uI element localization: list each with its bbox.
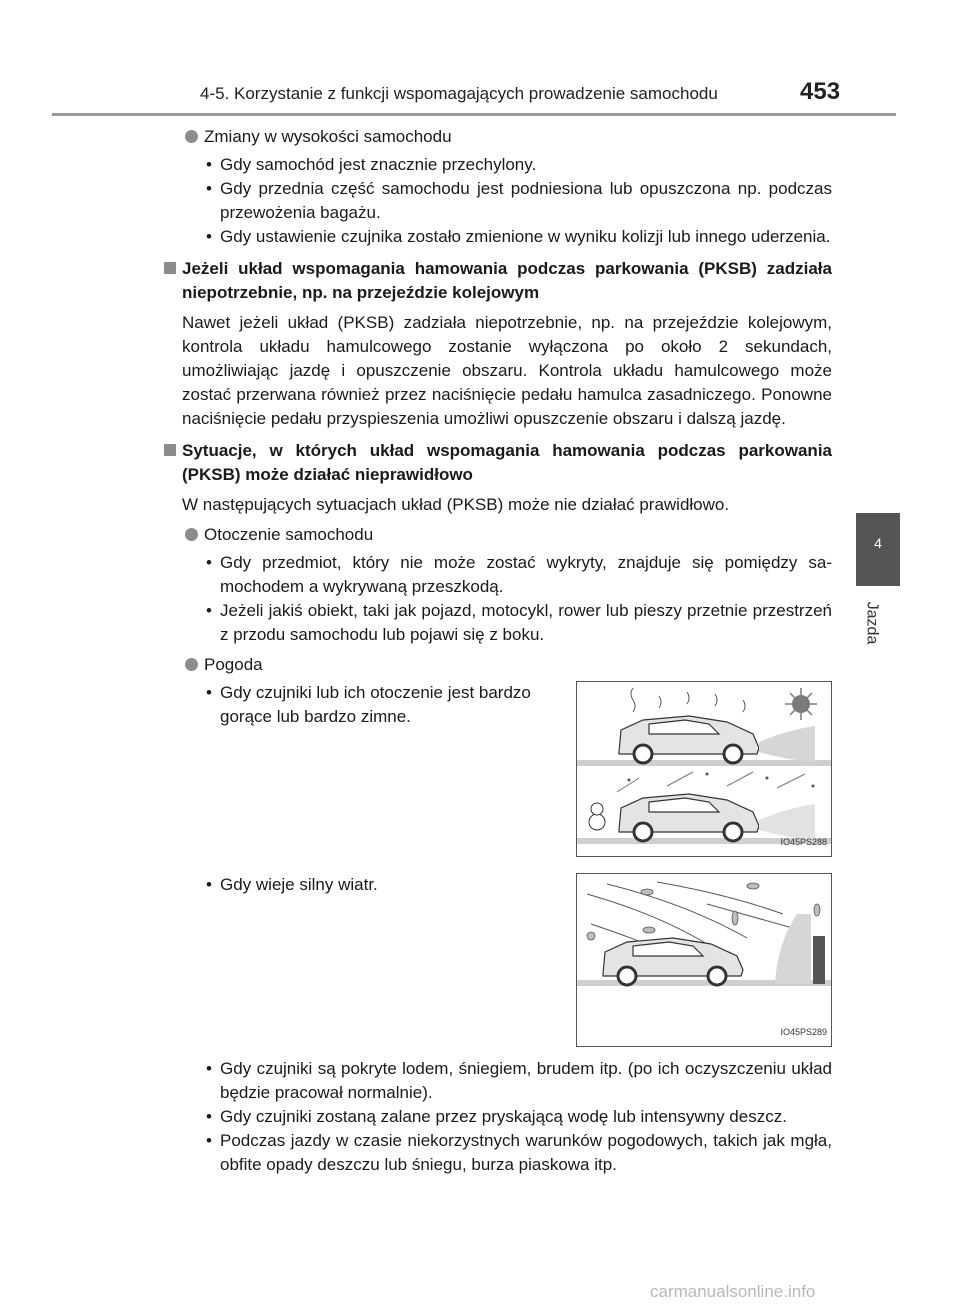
snowman-icon: [589, 803, 605, 830]
list-item: • Gdy ustawienie czujnika zostało zmienione w wyniku kolizji lub innego uderzenia.: [204, 225, 832, 249]
list-item: • Gdy wieje silny wiatr.: [204, 873, 556, 897]
list-item: • Jeżeli jakiś obiekt, taki jak pojazd, motocykl, rower lub pieszy przetnie przestrzeń z przodu samochodu lub pojawi się z boku.: [204, 599, 832, 647]
paragraph-pksb-malfunction: W następujących sytuacjach układ (PKSB) może nie działać prawidłowo.: [182, 495, 730, 514]
sun-icon: [785, 688, 817, 720]
list-item: • Gdy czujniki zostaną zalane przez pryskającą wodę lub intensywny deszcz.: [204, 1105, 832, 1129]
page-number: 453: [800, 78, 841, 105]
weather-list: [204, 1057, 832, 1177]
chapter-tab[interactable]: [856, 513, 900, 586]
page-content: [160, 121, 832, 1183]
heading-weather: Pogoda: [182, 653, 832, 677]
heading-vehicle-height: Zmiany w wysokości samochodu: [182, 125, 832, 149]
paragraph-pksb-unnecessary: Nawet jeżeli układ (PKSB) zadziała niepotrzebnie, np. na przejeździe kolejowym, kontrola układu hamulcowego zostanie wyłączona po około 2 sekundach, umożliwiając jazdę i opuszczenie obszaru. Kontrola układu hamulcowego może zostać przerwana również przez naciśnięcie pedału hamulca zasadniczego. Ponowne naciśnięcie pedału przyspieszenia umożliwi opuszczenie obszaru i dalszą jazdę.: [182, 313, 832, 428]
vehicle-height-list: [204, 153, 832, 249]
watermark-link[interactable]: carmanualsonline.info: [650, 1282, 816, 1301]
chapter-tab-label: Jazda: [863, 601, 881, 645]
heading-pksb-malfunction: Sytuacje, w których układ wspomagania hamowania podczas parkowania (PKSB) może działać nieprawidłowo: [160, 439, 832, 487]
heading-pksb-unnecessary: Jeżeli układ wspomagania hamowania podczas parkowania (PKSB) zadziała niepotrzebnie, np. na przejeździe kolejowym: [160, 257, 832, 305]
heading-surroundings: Otoczenie samochodu: [182, 523, 832, 547]
list-item: • Gdy samochód jest znacznie przechylony.: [204, 153, 832, 177]
chapter-tab-number: 4: [874, 535, 882, 551]
weather-hot-cold-row: [204, 681, 832, 857]
list-item: • Podczas jazdy w czasie niekorzystnych warunków pogodowych, takich jak mgła, obfite opady deszczu lub śniegu, burza piaskowa itp.: [204, 1129, 832, 1177]
list-item: • Gdy czujniki lub ich otoczenie jest bardzo gorące lub bardzo zimne.: [204, 681, 556, 729]
surroundings-list: [204, 551, 832, 647]
chapter-title: 4-5. Korzystanie z funkcji wspomagających prowadzenie samochodu: [200, 84, 718, 103]
weather-wind-row: [204, 873, 832, 1047]
figure-code: IO45PS288: [780, 837, 827, 847]
header-divider: [52, 113, 896, 116]
figure-code: IO45PS289: [780, 1027, 827, 1037]
list-item: • Gdy przednia część samochodu jest podniesiona lub opuszczona np. podczas przewożenia bagażu.: [204, 177, 832, 225]
figure-wind: [576, 873, 832, 1047]
figure-hot-cold: [576, 681, 832, 857]
list-item: • Gdy czujniki są pokryte lodem, śniegiem, brudem itp. (po ich oczyszczeniu układ będzie pracował normalnie).: [204, 1057, 832, 1105]
list-item: • Gdy przedmiot, który nie może zostać wykryty, znajduje się pomiędzy samochodem a wykrywaną przeszkodą.: [204, 551, 832, 599]
